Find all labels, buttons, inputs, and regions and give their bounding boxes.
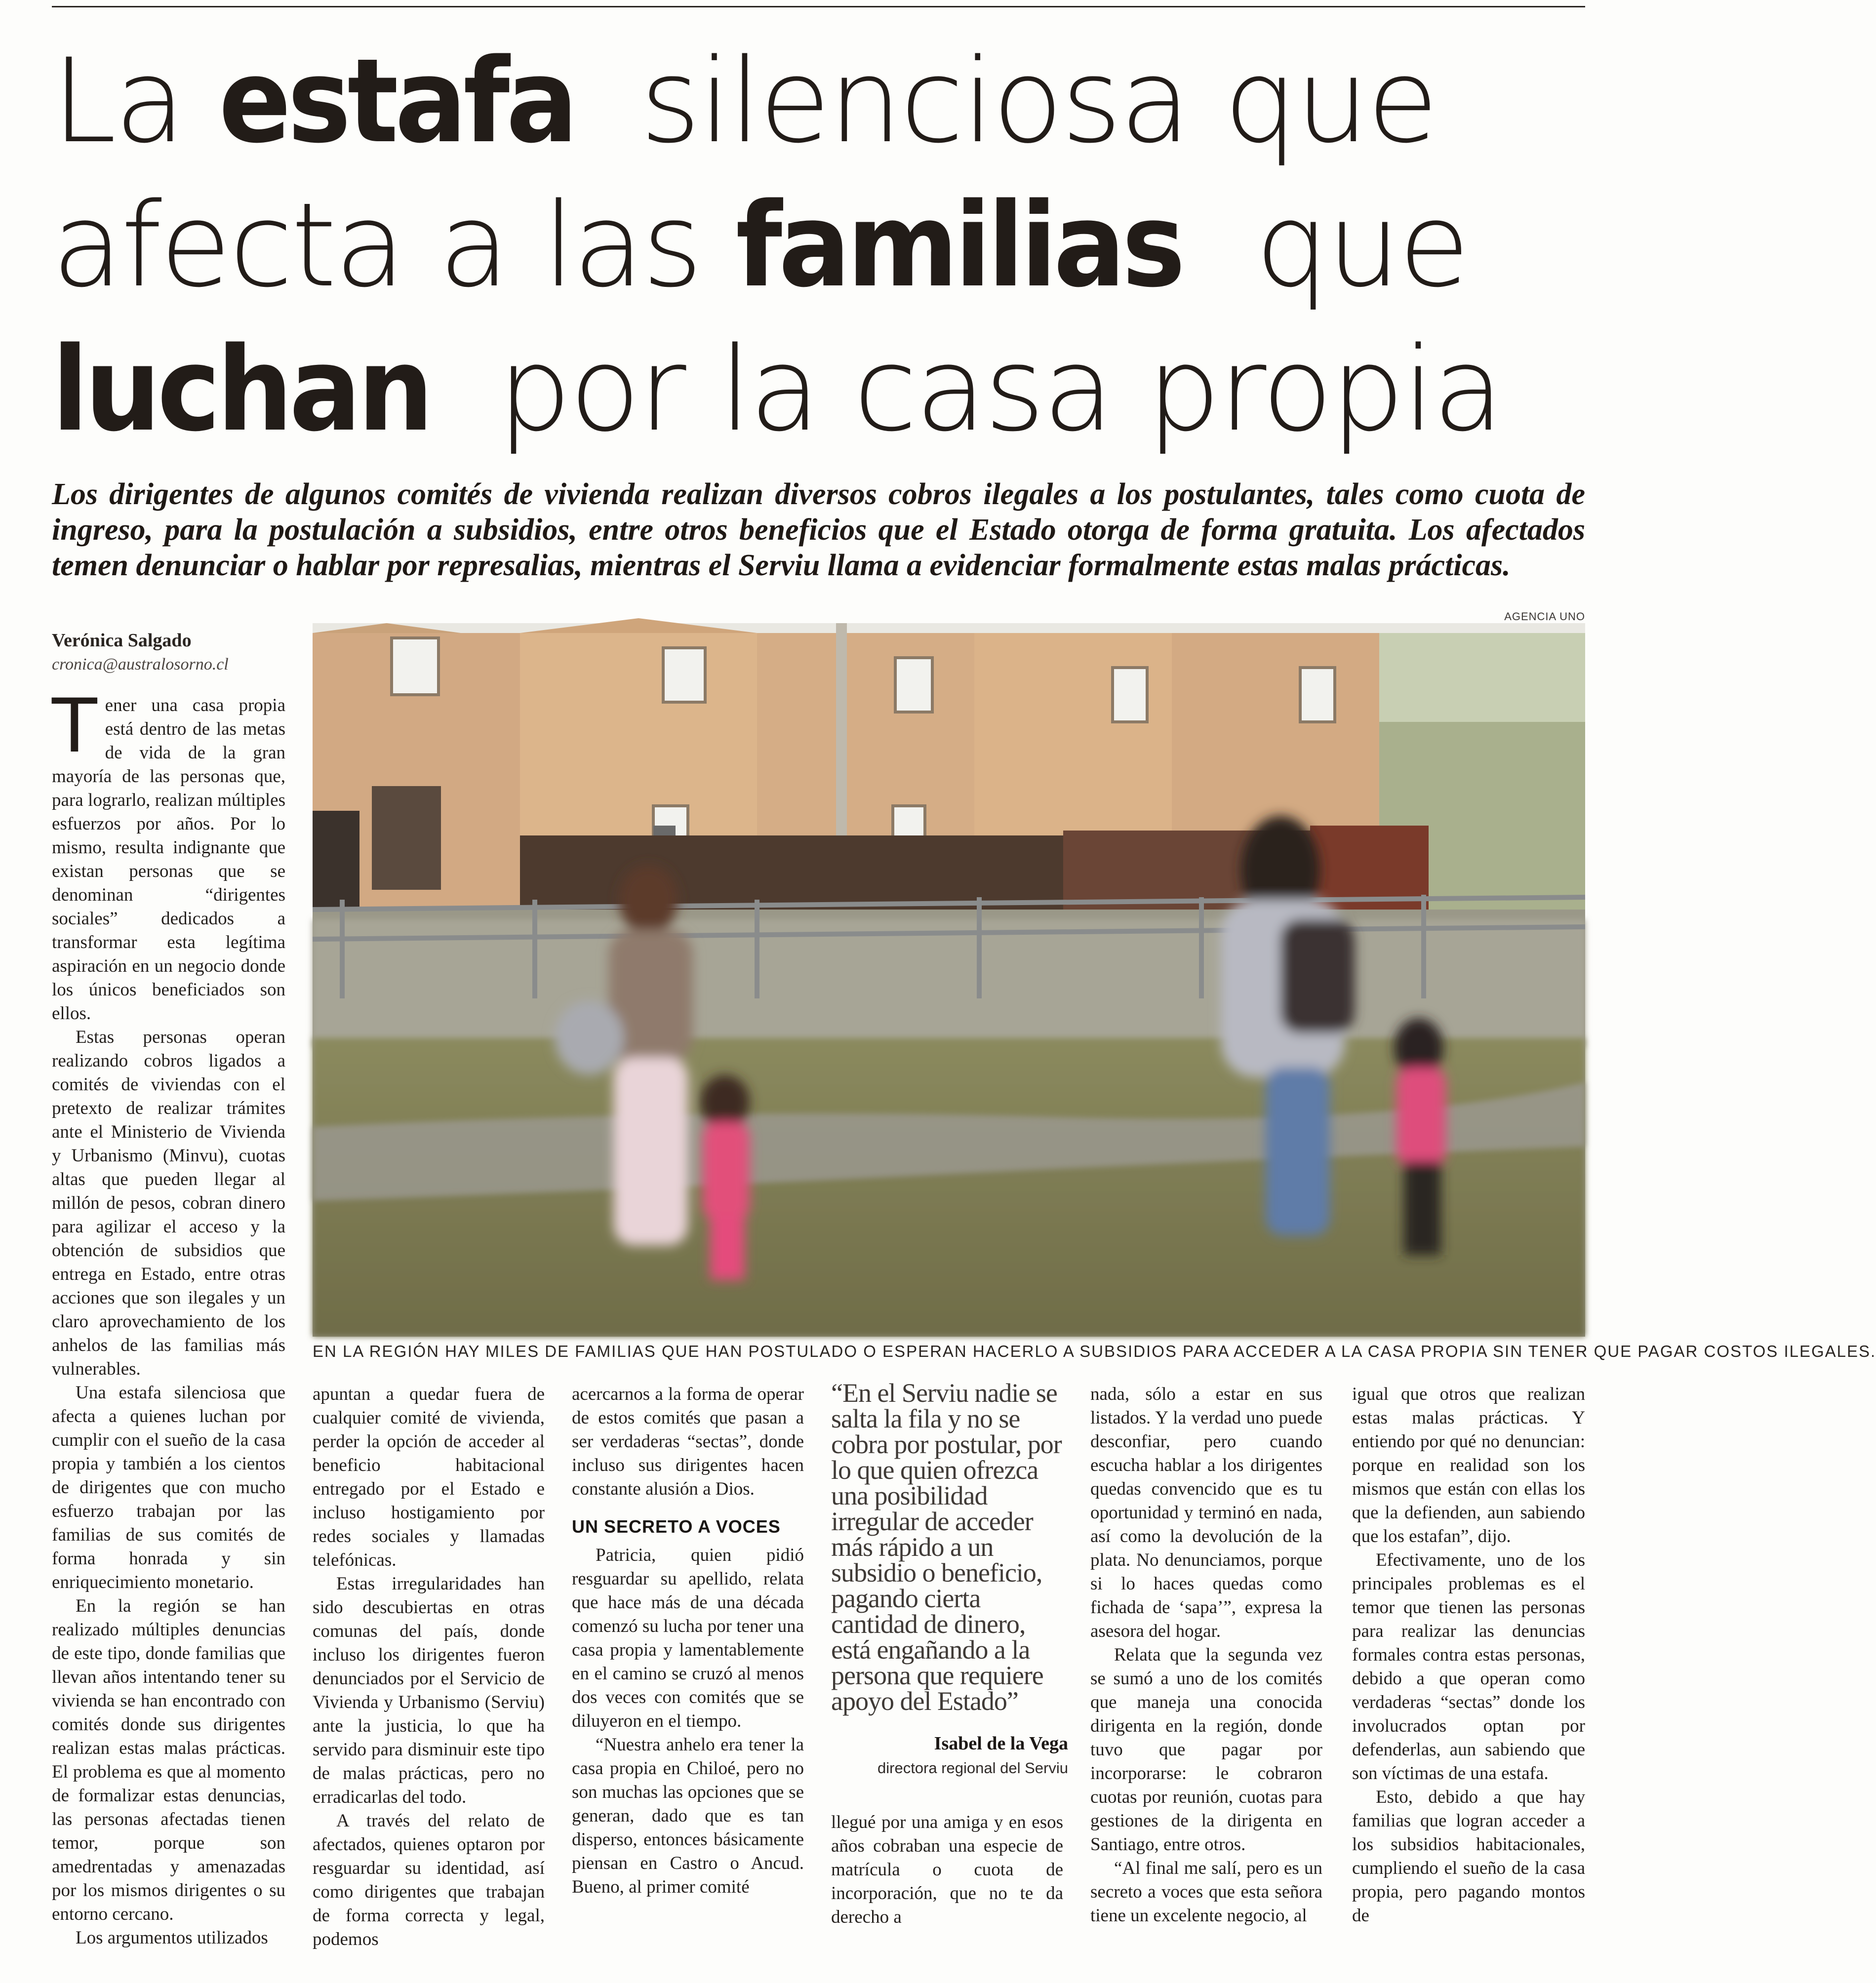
paragraph: Los argumentos utilizados <box>76 1928 268 1948</box>
paragraph: Estas irregularidades han sido descubiertas en otras comunas del país, donde incluso los dirigentes fueron denunciados por el Servicio de Vivienda y Urbanismo (Serviu) ante la justicia, lo que ha servido para disminuir este tipo de malas prácticas, pero no erradicarlas del todo. <box>313 1574 545 1807</box>
paragraph: apuntan a quedar fuera de cualquier comité de vivienda, perder la opción de acceder al beneficio habitacional entregado por el Estado e incluso hostigamiento por redes sociales y llamadas telefónicas. <box>313 1384 545 1570</box>
paragraph: Estas personas operan realizando cobros ligados a comités de viviendas con el pretexto de realizar trámites ante el Ministerio de Vivienda y Urbanismo (Minvu), cuotas altas que pueden llegar al millón de pesos, cobran dinero para agilizar el acceso y la obtención de subsidios que entrega en Estado, entre otras acciones que son ilegales y un claro aprovechamiento de los anhelos de las familias más vulnerables. <box>52 1027 285 1379</box>
paragraph: “Al final me salí, pero es un secreto a voces que esta señora tiene un excelente negocio, al <box>1090 1858 1322 1926</box>
paragraph: nada, sólo a estar en sus listados. Y la verdad uno puede desconfiar, pero cuando escucha hablar a los dirigentes quedas convencido que es tu oportunidad y terminó en nada, así como la devolución de la plata. No denunciamos, porque si lo haces quedas como fichada de ‘sapa’”, expresa la asesora del hogar. <box>1090 1384 1322 1641</box>
byline <box>52 630 309 674</box>
headline-text: afecta a las <box>52 178 736 313</box>
paragraph: Una estafa silenciosa que afecta a quienes luchan por cumplir con el sueño de la casa propia y también a los cientos de dirigentes que con mucho esfuerzo trabajan por las familias de sus comités de forma honrada y sin enriquecimiento monetario. <box>52 1383 285 1592</box>
paragraph: A través del relato de afectados, quienes optaron por resguardar su identidad, así como dirigentes que trabajan de forma correcta y legal, podemos <box>313 1811 545 1949</box>
paragraph: Efectivamente, uno de los principales problemas es el temor que tienen las personas para realizar las denuncias formales contra estas personas, debido a que operan como verdaderas “sectas” donde los involucrados optan por defenderlas, aun sabiendo que son víctimas de una estafa. <box>1352 1550 1585 1784</box>
headline-line-3 <box>52 318 1632 462</box>
headline-bold-word: luchan <box>52 322 430 457</box>
pull-quote <box>831 1380 1068 1777</box>
paragraph: igual que otros que realizan estas malas prácticas. Y entiendo por qué no denuncian: porque en realidad son los mismos que están con ellas los que la defienden, aun sabiendo que los estafan”, dijo. <box>1352 1384 1585 1547</box>
paragraph: Relata que la segunda vez se sumó a uno de los comités que maneja una conocida dirigenta en la región, donde tuvo que pagar por incorporarse: le cobraron cuotas por reunión, cuotas para gestiones de la dirigenta en Santiago, entre otros. <box>1090 1645 1322 1855</box>
headline-text: silenciosa que <box>605 34 1437 169</box>
author-email[interactable]: cronica@australosorno.cl <box>52 655 229 674</box>
column-6 <box>1352 1383 1585 1928</box>
pull-quote-name: Isabel de la Vega <box>934 1733 1068 1754</box>
headline-line-1 <box>52 30 1632 174</box>
column-3 <box>572 1383 804 1899</box>
paragraph <box>52 683 285 1026</box>
headline-text: por la casa propia <box>463 322 1502 457</box>
paragraph: llegué por una amiga y en esos años cobraban una especie de matrícula o cuota de incorporación, que no te da derecho a <box>831 1812 1063 1927</box>
headline-line-2 <box>52 174 1632 318</box>
paragraph: acercarnos a la forma de operar de estos comités que pasan a ser verdaderas “sectas”, donde incluso sus dirigentes hacen constante alusión a Dios. <box>572 1384 804 1499</box>
housing-scene-illustration <box>313 623 1585 1337</box>
dropcap: T <box>52 683 97 769</box>
author-name: Verónica Salgado <box>52 630 192 651</box>
top-rule <box>52 6 1585 7</box>
headline-text: que <box>1220 178 1468 313</box>
headline-text: La <box>52 34 219 169</box>
column-2 <box>313 1383 545 1951</box>
section-subhead: UN SECRETO A VOCES <box>572 1516 781 1537</box>
paragraph: En la región se han realizado múltiples denuncias de este tipo, donde familias que llevan años intentando tener su vivienda se han encontrado con comités donde sus dirigentes realizan estas malas prácticas. El problema es que al momento de formalizar estas denuncias, las personas afectadas tienen temor, porque son amedrentadas y amenazadas por los mismos dirigentes o su entorno cercano. <box>52 1596 285 1924</box>
column-5 <box>1090 1383 1322 1928</box>
photo-credit: AGENCIA UNO <box>1504 610 1585 623</box>
headline <box>52 30 1632 462</box>
photo-caption: EN LA REGIÓN HAY MILES DE FAMILIAS QUE HAN POSTULADO O ESPERAN HACERLO A SUBSIDIOS PARA ACCEDER A LA CASA PROPIA SIN TENER QUE PAGAR COSTOS ILEGALES. <box>313 1342 1876 1360</box>
paragraph: Esto, debido a que hay familias que logran acceder a los subsidios habitacionales, cumpliendo el sueño de la casa propia, pero pagando montos de <box>1352 1787 1585 1926</box>
article-photo <box>313 623 1585 1337</box>
paragraph: Patricia, quien pidió resguardar su apellido, relata que hace más de una década comenzó su lucha por tener una casa propia y lamentablemente en el camino se cruzó al menos dos veces con comités que se diluyeron en el tiempo. <box>572 1545 804 1731</box>
headline-bold-word: familias <box>735 178 1182 313</box>
pull-quote-text: “En el Serviu nadie se salta la fila y no se cobra por postular, por lo que quien ofrezca una posibilidad irregular de acceder más rápido a un subsidio o beneficio, pagando cierta cantidad de dinero, está engañando a la persona que requiere apoyo del Estado” <box>831 1378 1062 1716</box>
column-1 <box>52 683 285 1950</box>
article-deck: Los dirigentes de algunos comités de vivienda realizan diversos cobros ilegales a los postulantes, tales como cuota de ingreso, para la postulación a subsidios, entre otros beneficios que el Estado otorga de forma gratuita. Los afectados temen denunciar o hablar por represalias, mientras el Serviu llama a evidenciar formalmente estas malas prácticas. <box>52 477 1585 582</box>
column-4-bottom <box>831 1811 1063 1929</box>
headline-bold-word: estafa <box>218 34 575 169</box>
pull-quote-role: directora regional del Serviu <box>878 1759 1068 1777</box>
paragraph-text: ener una casa propia está dentro de las metas de vida de la gran mayoría de las personas que, para lograrlo, realizan múltiples esfuerzos por años. Por lo mismo, resulta indignante que existan personas que se denominan “dirigentes sociales” dedicados a transformar esta legítima aspiración en un negocio donde los únicos beneficiados son ellos. <box>52 695 285 1024</box>
paragraph: “Nuestra anhelo era tener la casa propia en Chiloé, pero no son muchas las opciones que se generan, dado que es tan disperso, entonces básicamente piensan en Castro o Ancud. Bueno, al primer comité <box>572 1735 804 1897</box>
row-houses <box>313 618 1585 919</box>
